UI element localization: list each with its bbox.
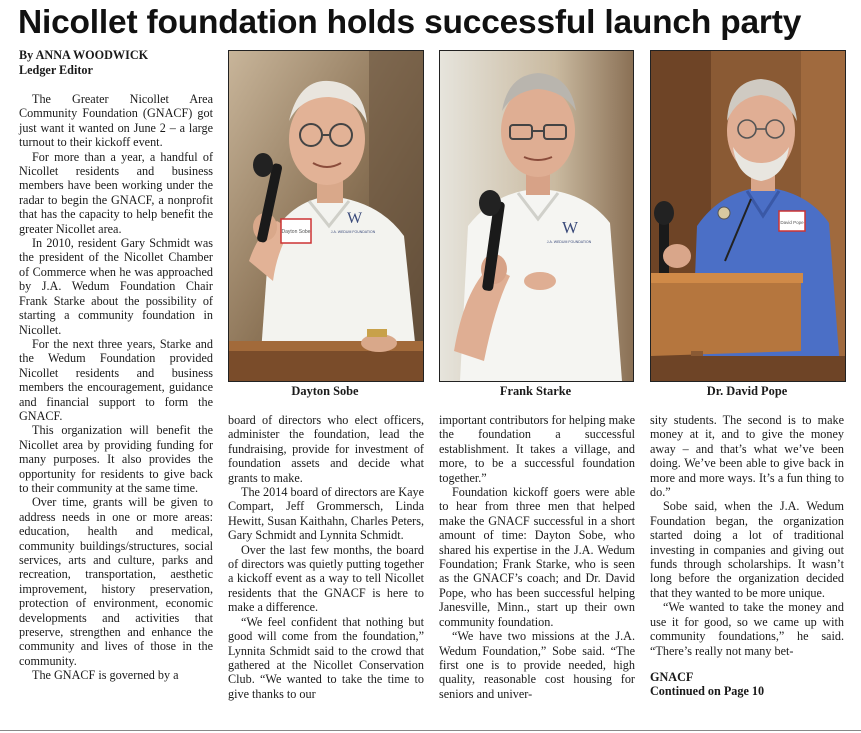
article-column-4 — [650, 413, 844, 699]
paragraph: “We have two missions at the J.A. Wedum Foundation,” Sobe said. “The first one is to provide needed, high quality, reasonable cost housing for seniors and univer- — [439, 629, 635, 701]
paragraph: For the next three years, Starke and the Wedum Foundation provided Nicollet residents and business members the encouragement, guidance and financial support to form the GNACF. — [19, 336, 213, 423]
article-column-1 — [19, 92, 213, 683]
paragraph: board of directors who elect officers, administer the foundation, lead the fundraising, provide for investment of foundation assets and decide what grants to make. — [228, 413, 424, 485]
caption-david-pope: Dr. David Pope — [706, 384, 788, 398]
paragraph: Over time, grants will be given to address needs in one or more areas: education, health and medical, community buildings/structures, social services, arts and culture, parks and recreation, transportation, aesthetic improvement, history preservation, protection of environment, economic developments and activities that preserve, strengthen and enhance the community and lives of those in the community. — [19, 495, 213, 668]
wedum-logo-icon: W — [562, 218, 579, 237]
jump-page-link: Continued on Page 10 — [650, 684, 765, 699]
wedum-logo-text: J.A. WEDUM FOUNDATION — [546, 240, 592, 244]
paragraph: sity students. The second is to make money at it, and to give the money away – and that’s what we’ve been doing. We’ve been able to give back in more and more ways. It’s a fun thing to do.” — [650, 413, 844, 500]
paragraph: Sobe said, when the J.A. Wedum Foundation began, the organization started doing a lot of traditional investing in companies and giving out funds through scholarships. It wasn’t long before the organization decided that they wanted to be more unique. — [650, 499, 844, 600]
paragraph: This organization will benefit the Nicollet area by providing funding for many purposes. It also provides the opportunity for residents to give back to their community at the same time. — [19, 423, 213, 495]
paragraph: “We wanted to take the money and use it for good, so we came up with community foundations,” he said. “There’s really not many bet- — [650, 600, 844, 658]
wedum-logo-icon: W — [347, 210, 363, 227]
byline — [19, 48, 148, 78]
caption-dayton-sobe: Dayton Sobe — [291, 384, 359, 398]
paragraph: Over the last few months, the board of directors was quietly putting together a kickoff event as a way to tell Nicollet residents that the GNACF is here to make a difference. — [228, 542, 424, 615]
continued-jump — [650, 670, 844, 699]
photo-name-tag: David Pope — [780, 220, 804, 225]
article-column-2 — [228, 413, 424, 701]
byline-title: Ledger Editor — [19, 63, 93, 77]
wedum-logo-text: J.A. WEDUM FOUNDATION — [330, 230, 376, 234]
headline: Nicollet foundation holds successful launch party — [18, 4, 802, 41]
paragraph: “We feel confident that nothing but good will come from the foundation,” Lynnita Schmidt said to the crowd that gathered at the Nicollet Conservation Club. “We wanted to take the time to give thanks to our — [228, 614, 424, 701]
photo-david-pope — [650, 50, 846, 382]
byline-author: By ANNA WOODWICK — [19, 48, 149, 62]
paragraph: The GNACF is governed by a — [32, 668, 179, 683]
paragraph: For more than a year, a handful of Nicollet residents and business members have been working under the radar to begin the GNACF, a nonprofit that has the capacity to help benefit the greater Nicollet area. — [19, 149, 213, 236]
jump-label: GNACF — [650, 669, 694, 684]
paragraph: important contributors for helping make the foundation a successful establishment. It takes a village, and more, to be a successful foundation together.” — [439, 413, 635, 485]
photo-frank-starke — [439, 50, 634, 382]
paragraph: Foundation kickoff goers were able to hear from three men that helped make the GNACF successful in a short amount of time: Dayton Sobe, who shared his expertise in the J.A. Wedum Foundation; Frank Starke, who is seen as the GNACF’s coach; and Dr. David Pope, who has been successful helping Janesville, Minn., start up their own community foundation. — [439, 485, 635, 629]
paragraph: The Greater Nicollet Area Community Foundation (GNACF) got just want it wanted on June 2 – a large turnout to their kickoff event. — [19, 92, 213, 150]
photo-dayton-sobe — [228, 50, 424, 382]
paragraph: In 2010, resident Gary Schmidt was the president of the Nicollet Chamber of Commerce when he was approached by J.A. Wedum Foundation Chair Frank Starke about the possibility of starting a community foundation in Nicollet. — [19, 236, 213, 337]
paragraph: The 2014 board of directors are Kaye Compart, Jeff Grommersch, Linda Hewitt, Susan Kaithahn, Charles Peters, Gary Schmidt and Lynnita Schmidt. — [228, 485, 424, 543]
bottom-rule — [0, 730, 861, 731]
photo-name-tag: Dayton Sobe — [281, 229, 311, 235]
caption-frank-starke: Frank Starke — [499, 384, 572, 398]
article-column-3 — [439, 413, 635, 701]
